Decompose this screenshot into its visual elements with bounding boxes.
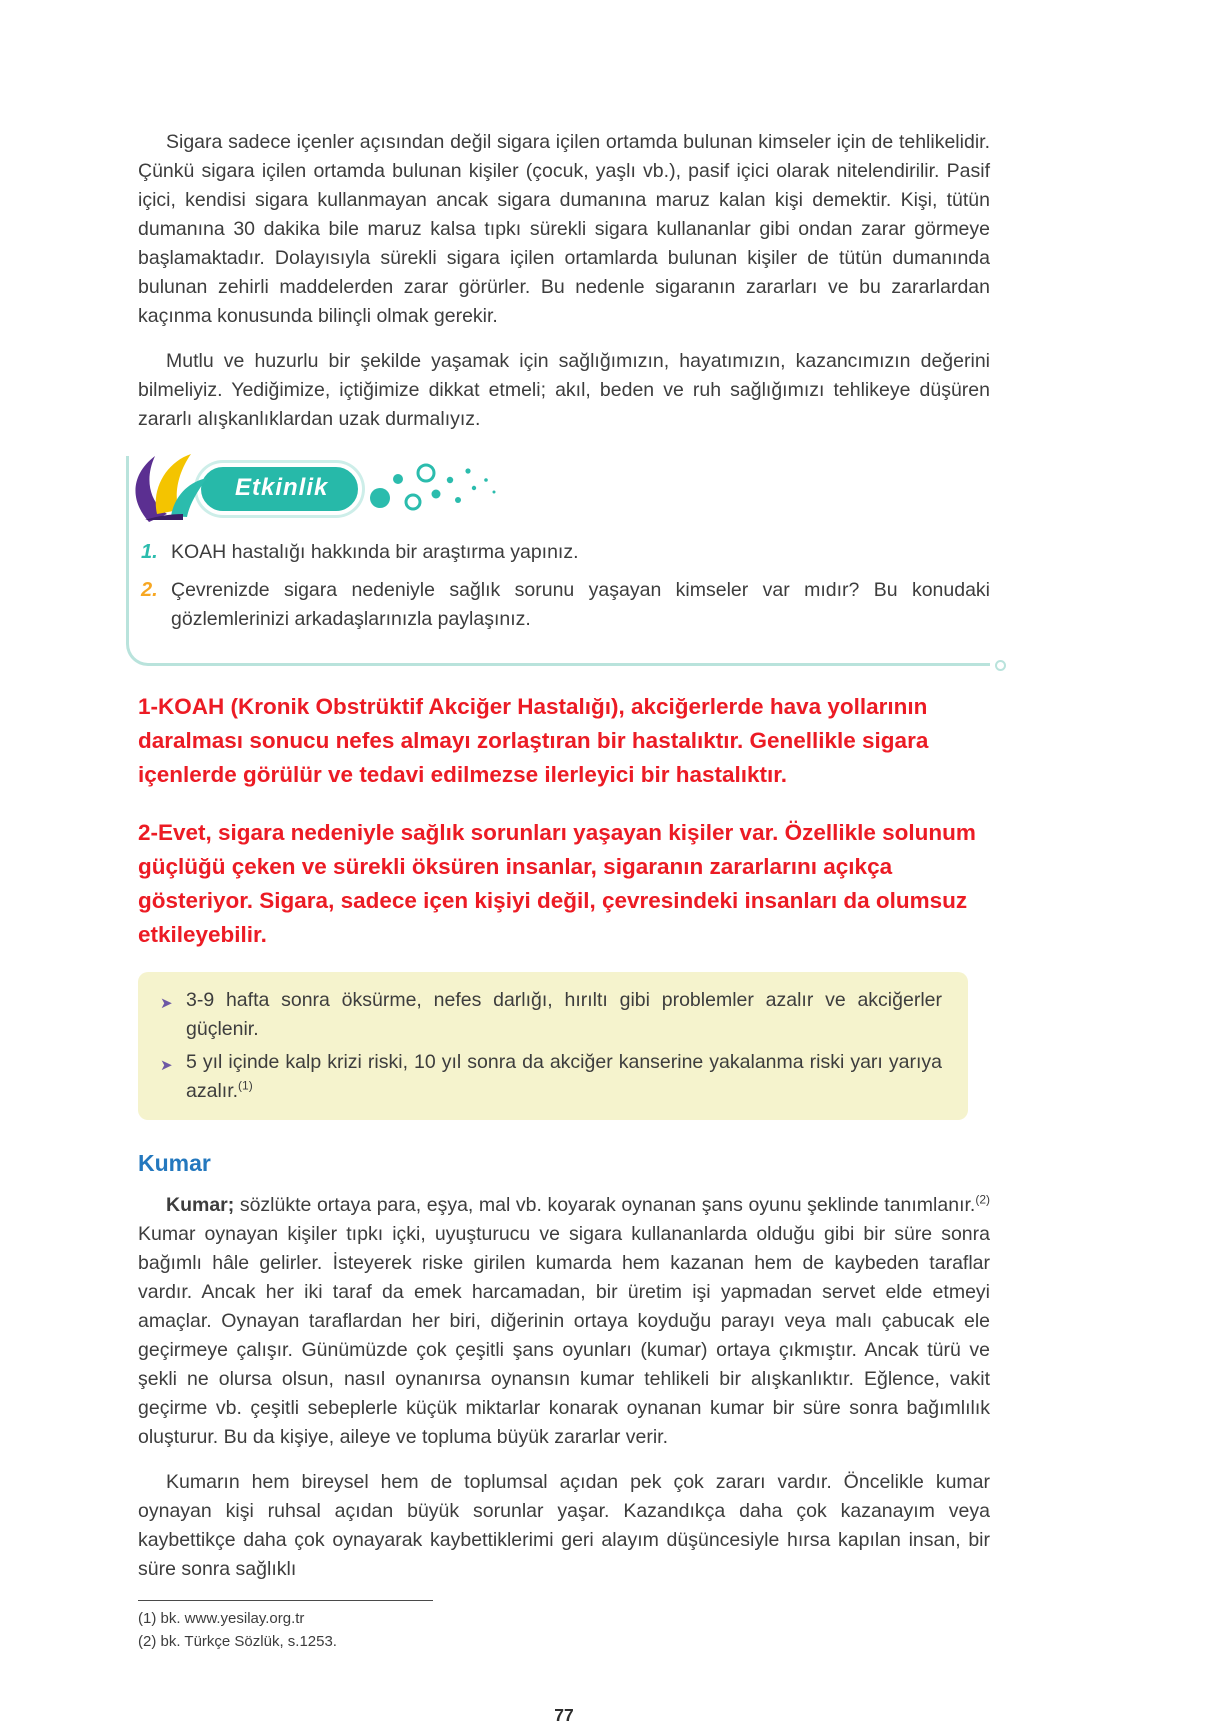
- activity-item-2: [141, 576, 990, 634]
- highlight-item-2-ref: (1): [238, 1078, 253, 1093]
- highlight-item-1: [156, 986, 942, 1044]
- footnote-1: (1) bk. www.yesilay.org.tr: [138, 1610, 305, 1627]
- activity-item-1-text: KOAH hastalığı hakkında bir araştırma yapınız.: [171, 541, 579, 563]
- footnote-2: (2) bk. Türkçe Sözlük, s.1253.: [138, 1633, 337, 1650]
- footnotes: [138, 1600, 990, 1653]
- kumar-footnote-ref-2: (2): [975, 1192, 990, 1207]
- highlight-item-2-text: 5 yıl içinde kalp krizi riski, 10 yıl sonra da akciğer kanserine yakalanma riski yarı yarıya azalır.: [186, 1051, 942, 1102]
- activity-section: [126, 456, 990, 666]
- answer-koah: 1-KOAH (Kronik Obstrüktif Akciğer Hastalığı), akciğerlerde hava yollarının daralması sonucu nefes almayı zorlaştıran bir hastalıktır. Genellikle sigara içenlerde görülür ve tedavi edilmezse ilerleyici bir hastalıktır.: [138, 694, 929, 787]
- activity-item-1-number: 1.: [141, 541, 158, 563]
- activity-item-1: [141, 538, 990, 567]
- kumar-heading: Kumar: [138, 1150, 211, 1176]
- kumar-paragraph-1: [138, 1191, 990, 1452]
- page-number: 77: [554, 1705, 574, 1725]
- paragraph-passive-smoking: Sigara sadece içenler açısından değil sigara içilen ortamda bulunan kimseler için de tehlikelidir. Çünkü sigara içilen ortamda bulunan kişiler (çocuk, yaşlı vb.), pasif içici olarak nitelendirilir. Pasif içici, kendisi sigara kullanmayan ancak sigara dumanına maruz kalan kişi demektir. Kişi, tütün dumanına 30 dakika bile maruz kalsa tıpkı sürekli sigara kullananlar gibi ondan zarar görmeye başlamaktadır. Dolayısıyla sürekli sigara içilen ortamlarda bulunan kişiler de tütün dumanında bulunan zehirli maddelerden zarar görürler. Bu nedenle sigaranın zararları ve bu zararlardan kaçınma konusunda bilinçli olmak gerekir.: [138, 131, 990, 327]
- footnote-divider: [138, 1600, 433, 1601]
- kumar-paragraph-1-part-b: Kumar oynayan kişiler tıpkı içki, uyuşturucu ve sigara kullananlarda olduğu gibi bir süre sonra bağımlı hâle gelirler. İsteyerek riske girilen kumarda hem kazanan hem de kaybeden taraflar vardır. Ancak her iki taraf da emek harcamadan, bir üretim işi yapmadan servet elde etmeyi amaçlar. Oynayan taraflardan her biri, diğerinin ortaya koyduğu parayı veya malı çabucak ele geçirmeye çalışır. Günümüzde çok çeşitli şans oyunları (kumar) ortaya çıkmıştır. Ancak türü ve şekli ne olursa olsun, nasıl oynanırsa oynansın kumar tehlikeli bir alışkanlıktır. Eğlence, vakit geçirme vb. çeşitli sebeplerle küçük miktarlar konarak oynanan kumar bir süre sonra bağımlılık oluşturur. Bu da kişiye, aileye ve topluma büyük zararlar verir.: [138, 1223, 990, 1448]
- arrow-bullet-icon: ➤: [160, 995, 173, 1012]
- activity-header: [127, 456, 990, 522]
- activity-badge: Etkinlik: [197, 463, 362, 515]
- kumar-lead-word: Kumar;: [166, 1194, 235, 1216]
- arrow-bullet-icon: ➤: [160, 1057, 173, 1074]
- activity-item-2-number: 2.: [141, 579, 158, 601]
- kumar-paragraph-2: Kumarın hem bireysel hem de toplumsal açıdan pek çok zararı vardır. Öncelikle kumar oynayan kişi ruhsal açıdan büyük sorunlar yaşar. Kazandıkça daha çok kazanayım veya kaybettikçe daha çok oynayarak kaybettiklerimi geri alayım düşüncesiyle hırsa kapılan insan, bir süre sonra sağlıklı: [138, 1471, 990, 1580]
- highlight-item-2: [156, 1048, 942, 1106]
- dots-pattern-icon: [368, 458, 500, 520]
- highlight-item-1-text: 3-9 hafta sonra öksürme, nefes darlığı, hırıltı gibi problemler azalır ve akciğerler güçlenir.: [186, 989, 942, 1040]
- benefits-highlight-box: [138, 972, 968, 1120]
- paragraph-healthy-living: Mutlu ve huzurlu bir şekilde yaşamak için sağlığımızın, hayatımızın, kazancımızın değerini bilmeliyiz. Yediğimize, içtiğimize dikkat etmeli; akıl, beden ve ruh sağlığımızı tehlikeye düşüren zararlı alışkanlıklardan uzak durmalıyız.: [138, 350, 990, 430]
- feather-ornament-icon: [127, 450, 223, 528]
- kumar-paragraph-1-part-a: sözlükte ortaya para, eşya, mal vb. koyarak oynanan şans oyunu şeklinde tanımlanır.: [234, 1194, 976, 1216]
- activity-border-end-dot: [995, 660, 1006, 671]
- activity-item-2-text: Çevrenizde sigara nedeniyle sağlık sorunu yaşayan kimseler var mıdır? Bu konudaki gözlemlerinizi arkadaşlarınızla paylaşınız.: [171, 579, 990, 630]
- page-content: [138, 128, 990, 1726]
- activity-items: [141, 538, 990, 634]
- answer-observation: 2-Evet, sigara nedeniyle sağlık sorunları yaşayan kişiler var. Özellikle solunum güçlüğü çeken ve sürekli öksüren insanlar, sigaranın zararlarını açıkça gösteriyor. Sigara, sadece içen kişiyi değil, çevresindeki insanları da olumsuz etkileyebilir.: [138, 820, 976, 947]
